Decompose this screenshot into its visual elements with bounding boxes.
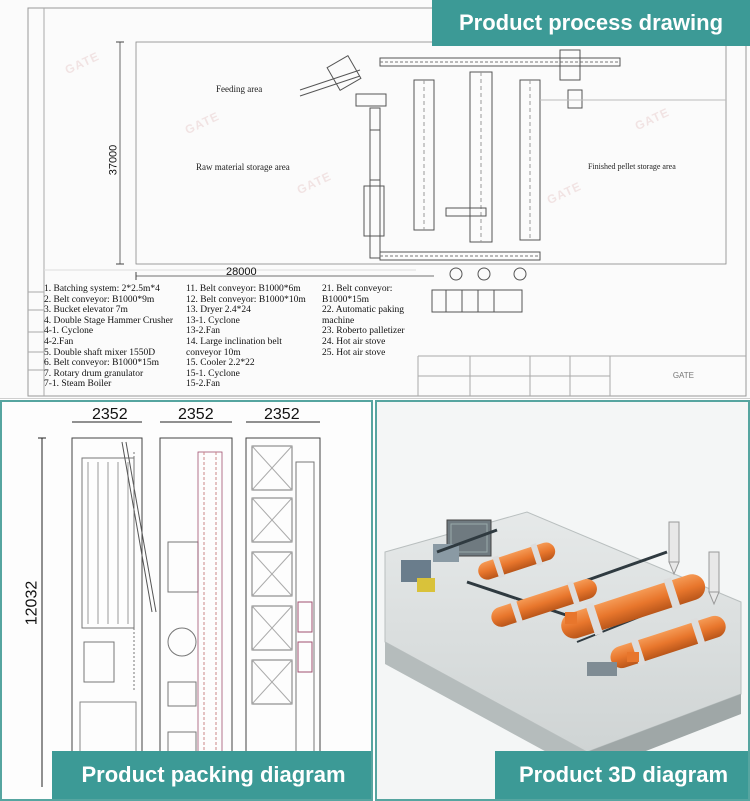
watermark: GATE xyxy=(62,48,102,78)
packing-diagram-caption: Product packing diagram xyxy=(52,751,373,799)
legend-item: 13. Dryer 2.4*24 xyxy=(186,305,251,316)
watermark: GATE xyxy=(544,178,584,208)
legend-item: 15. Cooler 2.2*22 xyxy=(186,358,255,369)
plant-3d-render xyxy=(377,402,748,799)
watermark: GATE xyxy=(182,108,222,138)
height-dimension: 37000 xyxy=(107,144,120,176)
packing-diagram-panel xyxy=(0,400,373,801)
legend-item: 14. Large inclination belt xyxy=(186,336,282,347)
legend-item: B1000*15m xyxy=(322,294,369,305)
legend-column-1 xyxy=(44,284,173,390)
legend-item: 12. Belt conveyor: B1000*10m xyxy=(186,294,306,305)
3d-diagram-caption: Product 3D diagram xyxy=(495,751,750,799)
feeding-area-label: Feeding area xyxy=(216,84,263,94)
3d-diagram-panel xyxy=(375,400,750,801)
legend-item: 6. Belt conveyor: B1000*15m xyxy=(44,358,160,369)
title-block-text: GATE xyxy=(672,371,694,380)
width-dimension: 28000 xyxy=(226,266,257,278)
legend-item: 13-2.Fan xyxy=(186,326,221,337)
legend-item: conveyor 10m xyxy=(186,347,241,358)
legend-item: 13-1. Cyclone xyxy=(186,315,240,326)
legend-item: 4-1. Cyclone xyxy=(44,326,94,337)
container-2-width: 2352 xyxy=(178,406,214,423)
legend-item: 1. Batching system: 2*2.5m*4 xyxy=(44,284,160,294)
watermark: GATE xyxy=(294,168,334,198)
process-drawing-panel xyxy=(0,0,750,399)
legend-item: 4-2.Fan xyxy=(44,336,74,347)
legend-item: 3. Bucket elevator 7m xyxy=(44,305,128,316)
finished-storage-area-label: Finished pellet storage area xyxy=(588,162,676,171)
packing-drawing xyxy=(2,402,371,799)
container-3-width: 2352 xyxy=(264,406,300,423)
process-drawing-caption: Product process drawing xyxy=(432,0,750,46)
legend-item: 5. Double shaft mixer 1550D xyxy=(44,347,156,358)
legend-item: 15-1. Cyclone xyxy=(186,368,240,379)
watermark: GATE xyxy=(632,104,672,134)
legend-item: 25. Hot air stove xyxy=(322,347,386,358)
legend-item: 24. Hot air stove xyxy=(322,336,386,347)
legend-item: 23. Roberto palletizer xyxy=(322,326,405,337)
container-length: 12032 xyxy=(23,580,41,626)
legend-item: 22. Automatic paking xyxy=(322,305,405,316)
raw-storage-area-label: Raw material storage area xyxy=(196,162,290,172)
legend-item: 4. Double Stage Hammer Crusher xyxy=(44,315,174,326)
legend-item: 2. Belt conveyor: B1000*9m xyxy=(44,294,155,305)
legend-item: machine xyxy=(322,315,355,326)
legend-item: 21. Belt conveyor: xyxy=(322,284,393,294)
legend-column-3 xyxy=(322,284,405,358)
legend-item: 11. Belt conveyor: B1000*6m xyxy=(186,284,301,294)
legend-item: 15-2.Fan xyxy=(186,379,221,390)
container-1-width: 2352 xyxy=(92,406,128,423)
legend-column-2 xyxy=(186,284,306,390)
legend-item: 7-1. Steam Boiler xyxy=(44,379,112,390)
legend-item: 7. Rotary drum granulator xyxy=(44,368,144,379)
